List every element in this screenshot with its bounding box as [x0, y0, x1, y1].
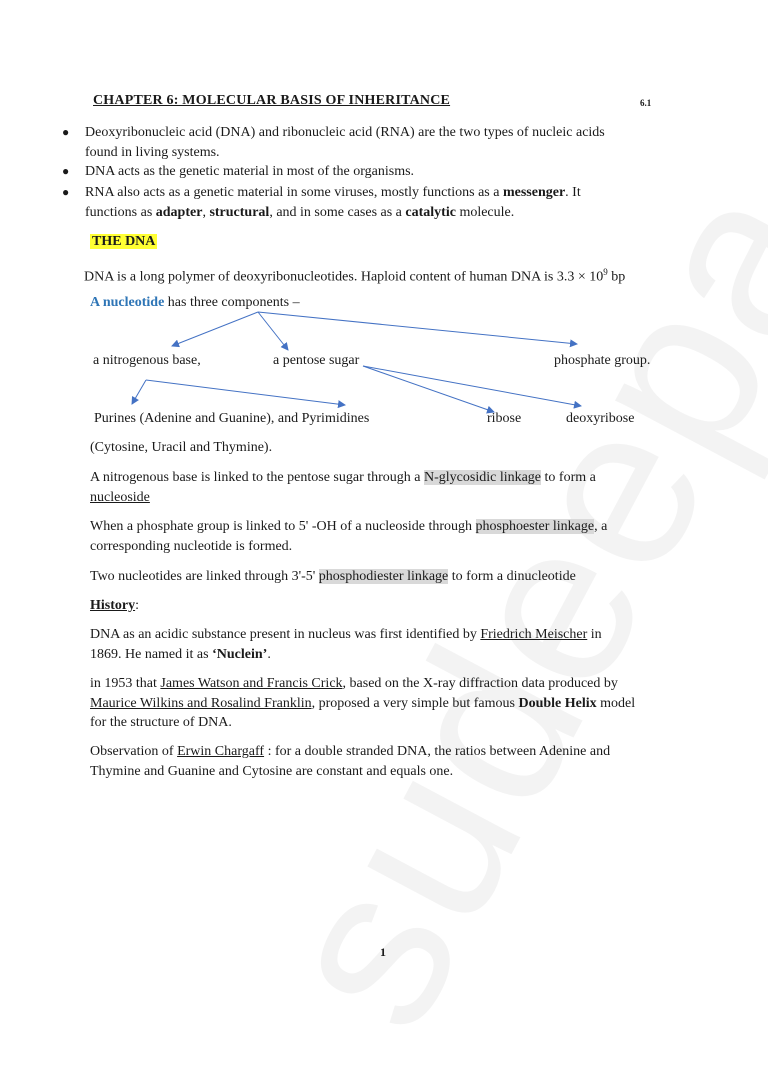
bullet-3-line-1: RNA also acts as a genetic material in some viruses, mostly functions as a messenger. It: [85, 185, 581, 200]
nucleotide-formed-line-2: corresponding nucleotide is formed.: [90, 539, 293, 554]
dinucleotide-line: Two nucleotides are linked through 3'-5' phosphodiester linkage to form a dinucleotide: [90, 569, 576, 584]
bullet-icon: ●: [62, 164, 70, 178]
bullet-3-line-2: functions as adapter, structural, and in some cases as a catalytic molecule.: [85, 205, 515, 220]
page-number: 1: [380, 945, 386, 959]
purines-pyrimidines: Purines (Adenine and Guanine), and Pyrimidines: [94, 411, 370, 426]
chargaff-line-1: Observation of Erwin Chargaff : for a double stranded DNA, the ratios between Adenine and: [90, 744, 611, 759]
page-marker: 6.1: [640, 98, 652, 108]
bullet-icon: ●: [62, 125, 70, 139]
bullet-1-line-2: found in living systems.: [85, 145, 220, 160]
nucleoside-line-1: A nitrogenous base is linked to the pentose sugar through a N-glycosidic linkage to form a: [90, 470, 596, 485]
deoxyribose: deoxyribose: [566, 411, 635, 426]
nucleotide-formed-line-1: When a phosphate group is linked to 5' -OH of a nucleoside through phosphoester linkage, a: [90, 519, 608, 534]
dna-definition: DNA is a long polymer of deoxyribonucleotides. Haploid content of human DNA is $3.3 \times 10^9$ bp: [84, 267, 626, 285]
chapter-title: CHAPTER 6: MOLECULAR BASIS OF INHERITANCE: [93, 93, 451, 108]
section-title: THE DNA: [92, 234, 156, 249]
nucleoside-line-2: nucleoside: [90, 490, 150, 505]
watson-line-2: Maurice Wilkins and Rosalind Franklin, proposed a very simple but famous Double Helix model: [90, 696, 636, 711]
watson-line-3: for the structure of DNA.: [90, 715, 232, 730]
history-heading: History:: [90, 598, 139, 613]
watson-line-1: in 1953 that James Watson and Francis Crick, based on the X-ray diffraction data produced by: [90, 676, 618, 691]
component-base: a nitrogenous base,: [93, 353, 201, 368]
chargaff-line-2: Thymine and Guanine and Cytosine are constant and equals one.: [90, 764, 454, 779]
nucleotide-line: A nucleotide has three components –: [90, 295, 300, 310]
meischer-line-2: 1869. He named it as ‘Nuclein’.: [90, 647, 271, 662]
bullet-2: DNA acts as the genetic material in most of the organisms.: [85, 164, 415, 179]
component-phosphate: phosphate group.: [554, 353, 651, 368]
component-sugar: a pentose sugar: [273, 353, 360, 368]
bullet-1-line-1: Deoxyribonucleic acid (DNA) and ribonucleic acid (RNA) are the two types of nucleic acids: [85, 125, 605, 140]
pyrimidines-list: (Cytosine, Uracil and Thymine).: [90, 440, 273, 455]
ribose: ribose: [487, 411, 522, 426]
bullet-icon: ●: [62, 185, 70, 199]
meischer-line-1: DNA as an acidic substance present in nucleus was first identified by Friedrich Meischer in: [90, 627, 602, 642]
